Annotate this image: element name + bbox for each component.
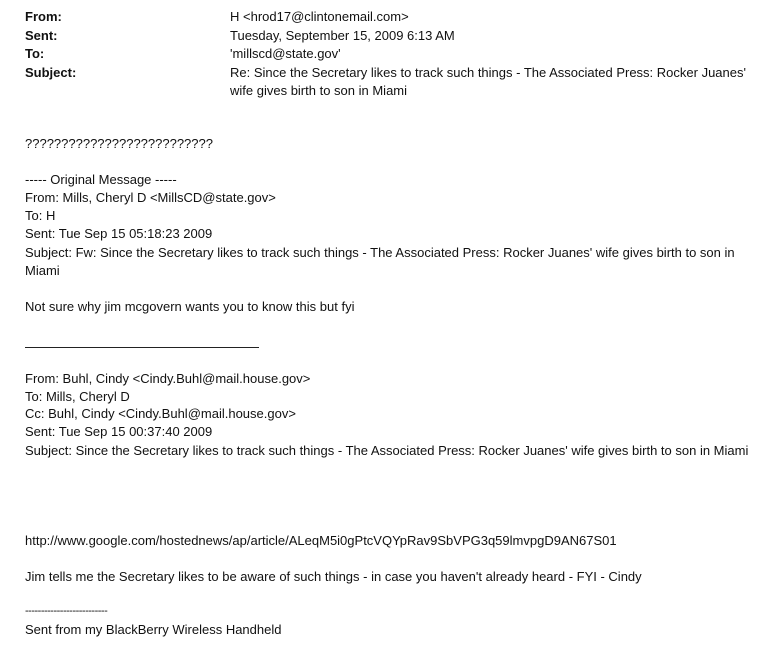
subject-value: Re: Since the Secretary likes to track such things - The Associated Press: Rocker Juanes' wife gives birth to son in Miami — [230, 65, 746, 98]
fwd-from: From: Buhl, Cindy <Cindy.Buhl@mail.house.gov> — [25, 371, 311, 386]
fwd-to: To: Mills, Cheryl D — [25, 389, 130, 404]
subject-label: Subject: — [25, 65, 77, 80]
sent-value: Tuesday, September 15, 2009 6:13 AM — [230, 28, 455, 43]
mills-note: Not sure why jim mcgovern wants you to know this but fyi — [25, 299, 355, 314]
fwd-sent: Sent: Tue Sep 15 00:37:40 2009 — [25, 424, 213, 439]
signature: Sent from my BlackBerry Wireless Handheld — [25, 622, 282, 637]
signature-rule: -------------------------- — [25, 605, 108, 617]
orig-subject: Subject: Fw: Since the Secretary likes to track such things - The Associated Press: Rocker Juanes' wife gives birth to son in Miami — [25, 245, 735, 278]
separator-rule — [25, 347, 259, 348]
from-label: From: — [25, 9, 62, 24]
question-marks: ?????????????????????????? — [25, 136, 213, 151]
from-value: H <hrod17@clintonemail.com> — [230, 9, 409, 24]
original-message-marker: ----- Original Message ----- — [25, 172, 177, 187]
orig-to: To: H — [25, 208, 56, 223]
sent-label: Sent: — [25, 28, 58, 43]
orig-sent: Sent: Tue Sep 15 05:18:23 2009 — [25, 226, 213, 241]
buhl-note: Jim tells me the Secretary likes to be aware of such things - in case you haven't already heard - FYI - Cindy — [25, 569, 642, 584]
article-link[interactable]: http://www.google.com/hostednews/ap/article/ALeqM5i0gPtcVQYpRav9SbVPG3q59lmvpgD9AN67S01 — [25, 533, 617, 548]
orig-from: From: Mills, Cheryl D <MillsCD@state.gov> — [25, 190, 276, 205]
fwd-subject: Subject: Since the Secretary likes to track such things - The Associated Press: Rocker Juanes' wife gives birth to son in Miami — [25, 443, 749, 458]
to-label: To: — [25, 46, 45, 61]
to-value: 'millscd@state.gov' — [230, 46, 341, 61]
fwd-cc: Cc: Buhl, Cindy <Cindy.Buhl@mail.house.gov> — [25, 406, 296, 421]
